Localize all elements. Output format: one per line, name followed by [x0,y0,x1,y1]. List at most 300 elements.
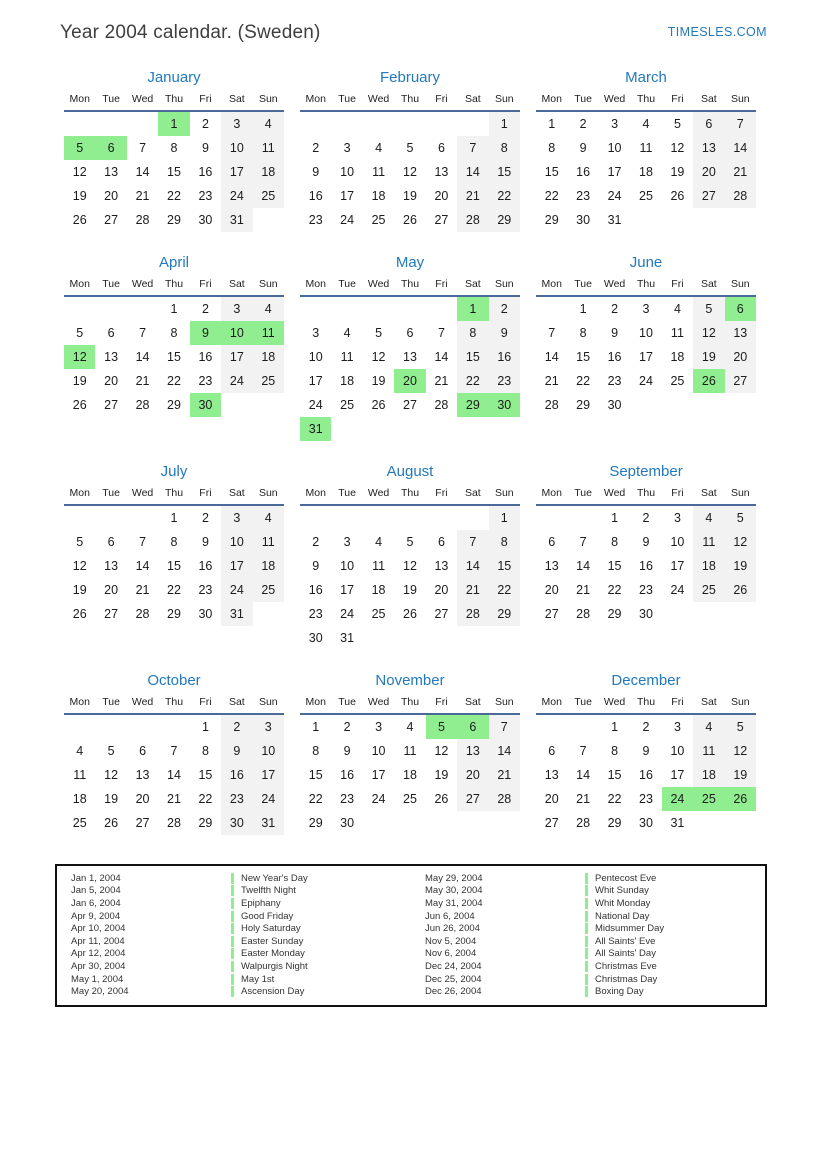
day-cell: 1 [489,506,520,530]
day-cell: 20 [544,792,559,806]
weekday-header-row [536,486,756,506]
day-cell: 3 [642,302,650,316]
day-cell: 19 [693,345,724,369]
day-cell: 28 [725,184,756,208]
month-january [64,68,284,232]
day-cell: 31 [300,417,331,441]
weekday-label: Sat [700,93,717,105]
weekday-header-row [536,277,756,297]
day-cell: 22 [607,583,622,597]
day-cell: 1 [170,511,178,525]
day-cell: 19 [371,374,386,388]
day-cell: 4 [253,112,284,136]
day-cell: 21 [457,184,488,208]
day-cell: 22 [167,583,181,597]
legend-date: May 29, 2004 [425,872,483,884]
day-cell: 25 [72,816,87,830]
day-cell: 21 [576,792,591,806]
empty-cell [300,506,331,530]
weekday-label: Sun [730,93,750,105]
day-cell: 5 [406,535,414,549]
weekday-label: Mon [69,696,90,708]
day-cell: 13 [457,739,488,763]
legend-row [425,910,765,923]
page-title: Year 2004 calendar. (Sweden) [60,22,321,43]
day-cell: 10 [221,530,252,554]
weekday-label: Wed [131,93,154,105]
legend-holiday-name: Holy Saturday [241,923,301,935]
day-cell: 8 [170,326,178,340]
weekday-label: Thu [636,93,656,105]
day-cell: 2 [343,720,351,734]
empty-cell [95,506,126,530]
weekday-label: Fri [671,278,684,290]
empty-cell [331,506,362,530]
day-cell: 28 [135,607,150,621]
weekday-header-row [64,695,284,715]
day-cell: 26 [72,607,87,621]
day-cell: 6 [406,326,414,340]
day-cell: 28 [544,398,559,412]
weekday-label: Sat [464,487,481,499]
day-cell: 1 [312,720,320,734]
day-cell: 8 [170,141,178,155]
weekday-label: Sat [228,278,245,290]
day-cell: 11 [73,768,87,782]
day-cell: 14 [489,739,520,763]
holiday-marker-bar [231,936,234,947]
day-cell: 20 [434,189,449,203]
day-cell: 1 [457,297,488,321]
day-cell: 3 [673,511,681,525]
weeks-grid [64,112,284,232]
empty-cell [394,506,425,530]
legend-row [71,973,411,986]
day-cell: 13 [135,768,150,782]
empty-cell [64,506,95,530]
day-cell: 18 [403,768,417,782]
holiday-marker-bar [231,873,234,884]
weekday-label: Fri [199,696,212,708]
weekday-label: Wed [603,93,626,105]
day-cell: 3 [343,535,351,549]
day-cell: 2 [642,720,650,734]
weekday-header-row [300,92,520,112]
day-cell: 27 [725,369,756,393]
weekday-label: Wed [367,278,390,290]
day-cell: 5 [406,141,414,155]
weekday-label: Thu [164,487,184,499]
day-cell: 9 [642,744,650,758]
day-cell: 24 [308,398,323,412]
day-cell: 4 [642,117,650,131]
day-cell: 26 [104,816,119,830]
day-cell: 18 [340,374,355,388]
empty-cell [127,506,158,530]
day-cell: 21 [544,374,559,388]
legend-date: Jan 6, 2004 [71,897,121,909]
legend-date: Jan 5, 2004 [71,885,121,897]
day-cell: 21 [434,374,449,388]
day-cell: 31 [670,816,685,830]
day-cell: 24 [253,787,284,811]
day-cell: 4 [375,141,383,155]
empty-cell [394,297,425,321]
day-cell: 7 [579,535,587,549]
weekday-label: Mon [541,93,562,105]
weekday-label: Tue [574,93,592,105]
weekday-label: Sun [730,278,750,290]
day-cell: 19 [403,583,417,597]
day-cell: 1 [579,302,587,316]
day-cell: 30 [308,631,323,645]
day-cell: 7 [437,326,445,340]
holiday-marker-bar [231,911,234,922]
legend-date: Dec 26, 2004 [425,986,482,998]
day-cell: 19 [670,165,685,179]
month-title: August [386,463,434,480]
holiday-marker-bar [231,898,234,909]
day-cell: 27 [457,787,488,811]
weekday-label: Tue [102,487,120,499]
day-cell: 9 [190,321,221,345]
weekday-label: Sat [228,93,245,105]
day-cell: 13 [725,321,756,345]
day-cell: 29 [489,208,520,232]
day-cell: 22 [489,578,520,602]
weekday-label: Tue [102,696,120,708]
day-cell: 10 [221,321,252,345]
day-cell: 25 [693,578,724,602]
day-cell: 22 [167,189,181,203]
day-cell: 23 [308,607,323,621]
day-cell: 20 [135,792,150,806]
day-cell: 25 [253,369,284,393]
day-cell: 24 [221,369,252,393]
day-cell: 14 [135,350,150,364]
day-cell: 30 [190,393,221,417]
day-cell: 19 [725,763,756,787]
day-cell: 28 [576,816,591,830]
day-cell: 23 [308,213,323,227]
day-cell: 2 [489,297,520,321]
holiday-marker-bar [585,923,588,934]
weekday-label: Thu [636,278,656,290]
day-cell: 25 [670,374,685,388]
day-cell: 15 [198,768,213,782]
legend-row [71,897,411,910]
month-title: March [625,69,667,86]
day-cell: 17 [340,189,355,203]
weekday-label: Tue [574,696,592,708]
day-cell: 9 [611,326,619,340]
legend-date: Dec 25, 2004 [425,973,482,985]
day-cell: 26 [725,578,756,602]
day-cell: 30 [576,213,591,227]
day-cell: 30 [340,816,355,830]
day-cell: 5 [76,326,84,340]
day-cell: 8 [489,530,520,554]
day-cell: 24 [221,184,252,208]
weekday-label: Thu [636,487,656,499]
legend-date: Apr 30, 2004 [71,960,126,972]
weeks-grid [536,297,756,417]
weekday-label: Thu [636,696,656,708]
day-cell: 17 [221,554,252,578]
legend-holiday-name: Ascension Day [241,986,305,998]
legend-row [425,985,765,998]
day-cell: 27 [544,607,559,621]
day-cell: 15 [607,768,622,782]
day-cell: 28 [489,787,520,811]
weekday-label: Mon [541,487,562,499]
day-cell: 27 [135,816,150,830]
day-cell: 21 [167,792,181,806]
day-cell: 7 [457,136,488,160]
weekday-label: Tue [102,93,120,105]
weekday-label: Thu [164,278,184,290]
day-cell: 21 [576,583,591,597]
day-cell: 18 [639,165,653,179]
day-cell: 3 [253,715,284,739]
legend-row [425,935,765,948]
weekday-label: Sun [258,696,278,708]
empty-cell [95,715,126,739]
day-cell: 5 [64,136,95,160]
day-cell: 6 [437,141,445,155]
legend-date: Dec 24, 2004 [425,960,482,972]
legend-row [71,935,411,948]
weekday-label: Sun [494,487,514,499]
day-cell: 11 [253,321,284,345]
day-cell: 20 [104,189,119,203]
day-cell: 1 [170,302,178,316]
weekday-label: Tue [338,93,356,105]
holiday-marker-bar [231,986,234,997]
day-cell: 28 [457,602,488,626]
day-cell: 27 [693,184,724,208]
day-cell: 9 [312,165,320,179]
day-cell: 12 [104,768,119,782]
day-cell: 6 [95,136,126,160]
day-cell: 13 [434,165,449,179]
day-cell: 24 [639,374,653,388]
day-cell: 14 [457,160,488,184]
legend-row [425,948,765,961]
legend-holiday-name: Christmas Day [595,973,658,985]
day-cell: 24 [221,578,252,602]
day-cell: 2 [201,511,209,525]
holiday-marker-bar [231,885,234,896]
legend-holiday-name: All Saints' Eve [595,935,656,947]
day-cell: 27 [434,213,449,227]
day-cell: 18 [72,792,87,806]
legend-date: Jun 6, 2004 [425,910,475,922]
day-cell: 11 [693,530,724,554]
day-cell: 1 [489,112,520,136]
weekday-label: Wed [367,93,390,105]
day-cell: 11 [340,350,354,364]
weekday-header-row [536,695,756,715]
day-cell: 30 [489,393,520,417]
day-cell: 6 [693,112,724,136]
day-cell: 5 [107,744,115,758]
weekday-header-row [300,486,520,506]
day-cell: 19 [72,583,87,597]
weekday-label: Sat [464,696,481,708]
day-cell: 3 [375,720,383,734]
empty-cell [426,506,457,530]
day-cell: 13 [403,350,417,364]
legend-date: May 31, 2004 [425,897,483,909]
legend-date: Apr 10, 2004 [71,923,126,935]
day-cell: 25 [253,184,284,208]
weekday-label: Tue [338,696,356,708]
day-cell: 29 [607,816,622,830]
day-cell: 5 [725,715,756,739]
day-cell: 23 [639,792,653,806]
day-cell: 16 [607,350,622,364]
day-cell: 2 [312,141,320,155]
day-cell: 8 [312,744,320,758]
day-cell: 7 [139,141,147,155]
weeks-grid [64,715,284,835]
day-cell: 28 [434,398,449,412]
day-cell: 11 [253,136,284,160]
day-cell: 31 [253,811,284,835]
empty-cell [457,506,488,530]
day-cell: 19 [72,189,87,203]
day-cell: 10 [340,559,355,573]
day-cell: 15 [167,350,181,364]
day-cell: 22 [167,374,181,388]
day-cell: 24 [662,787,693,811]
day-cell: 17 [607,165,622,179]
day-cell: 29 [198,816,213,830]
day-cell: 27 [104,607,119,621]
day-cell: 18 [693,554,724,578]
day-cell: 5 [725,506,756,530]
day-cell: 26 [693,369,724,393]
weekday-label: Sat [464,278,481,290]
day-cell: 15 [308,768,323,782]
day-cell: 18 [371,583,386,597]
day-cell: 13 [104,350,119,364]
day-cell: 6 [457,715,488,739]
empty-cell [127,297,158,321]
legend-row [71,922,411,935]
legend-holiday-name: Easter Sunday [241,935,304,947]
day-cell: 12 [725,739,756,763]
legend-row [425,973,765,986]
legend-row [425,885,765,898]
day-cell: 25 [340,398,355,412]
weekday-label: Tue [574,487,592,499]
day-cell: 23 [489,369,520,393]
weekday-label: Sat [700,487,717,499]
day-cell: 21 [135,374,150,388]
month-july [64,462,284,650]
day-cell: 28 [167,816,181,830]
day-cell: 11 [253,530,284,554]
brand-link[interactable]: TIMESLES.COM [667,25,767,39]
weekday-label: Sun [258,93,278,105]
day-cell: 27 [403,398,417,412]
day-cell: 31 [221,208,252,232]
day-cell: 7 [548,326,556,340]
day-cell: 12 [72,165,87,179]
day-cell: 26 [434,792,449,806]
legend-row [71,910,411,923]
day-cell: 25 [371,607,386,621]
day-cell: 30 [221,811,252,835]
month-title: October [147,672,201,689]
weekday-label: Wed [603,278,626,290]
day-cell: 10 [639,326,653,340]
day-cell: 23 [607,374,622,388]
weeks-grid [536,715,756,835]
day-cell: 17 [340,583,355,597]
weekday-label: Mon [305,278,326,290]
month-september [536,462,756,650]
page-header [0,0,827,52]
day-cell: 29 [167,213,181,227]
holiday-marker-bar [231,948,234,959]
day-cell: 12 [64,345,95,369]
day-cell: 26 [72,398,87,412]
weekday-label: Fri [671,487,684,499]
day-cell: 7 [170,744,178,758]
day-cell: 9 [201,535,209,549]
day-cell: 12 [434,744,449,758]
weeks-grid [64,506,284,626]
day-cell: 3 [673,720,681,734]
day-cell: 29 [457,393,488,417]
day-cell: 2 [201,117,209,131]
day-cell: 23 [198,189,213,203]
day-cell: 11 [639,141,653,155]
day-cell: 4 [76,744,84,758]
day-cell: 31 [340,631,355,645]
day-cell: 14 [725,136,756,160]
day-cell: 4 [253,506,284,530]
weekday-label: Sat [700,696,717,708]
day-cell: 21 [135,583,150,597]
day-cell: 27 [434,607,449,621]
weekday-label: Mon [305,487,326,499]
day-cell: 26 [72,213,87,227]
day-cell: 5 [76,535,84,549]
day-cell: 13 [104,165,119,179]
day-cell: 17 [639,350,653,364]
legend-date: May 1, 2004 [71,973,124,985]
day-cell: 13 [104,559,119,573]
day-cell: 8 [579,326,587,340]
day-cell: 20 [434,583,449,597]
empty-cell [64,112,95,136]
day-cell: 9 [343,744,351,758]
day-cell: 24 [607,189,622,203]
day-cell: 16 [639,768,653,782]
day-cell: 10 [371,744,386,758]
legend-holiday-name: Christmas Eve [595,960,657,972]
empty-cell [394,112,425,136]
day-cell: 3 [343,141,351,155]
weekday-label: Tue [338,487,356,499]
holiday-marker-bar [585,961,588,972]
day-cell: 23 [340,792,355,806]
day-cell: 6 [139,744,147,758]
